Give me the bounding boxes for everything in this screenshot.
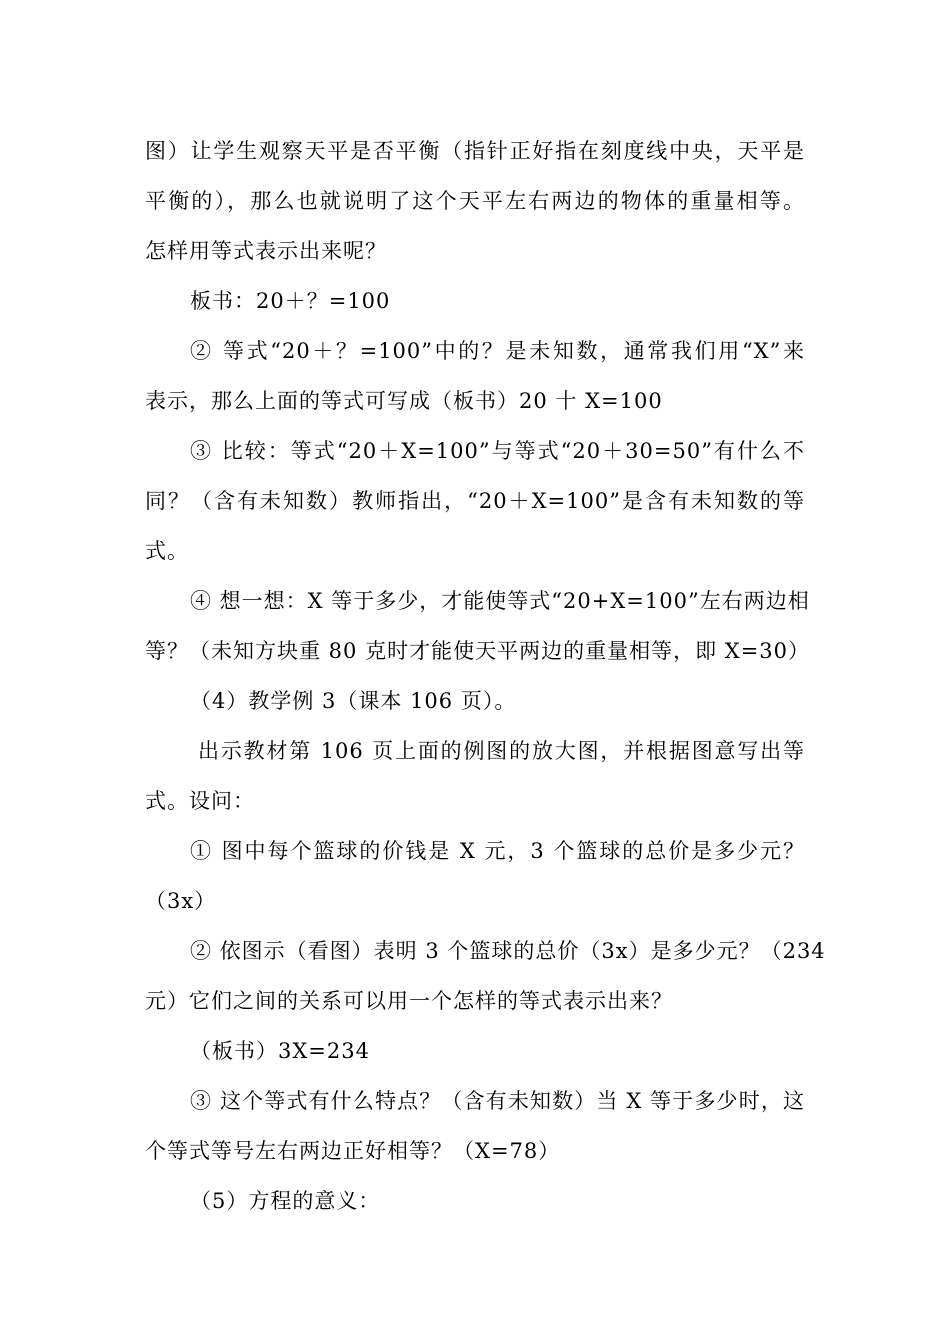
text-line: 出示教材第 106 页上面的例图的放大图，并根据图意写出等 xyxy=(198,739,805,763)
text-line: ③ 比较：等式“20＋X=100”与等式“20＋30=50”有什么不 xyxy=(190,439,805,463)
text-line: ④ 想一想：X 等于多少，才能使等式“20+X=100”左右两边相 xyxy=(190,589,810,613)
text-line: 表示，那么上面的等式可写成（板书）20 十 X=100 xyxy=(145,389,663,413)
text-line: （4）教学例 3（课本 106 页）。 xyxy=(190,689,517,713)
text-line: 平衡的），那么也就说明了这个天平左右两边的物体的重量相等。 xyxy=(145,189,805,213)
text-line: ② 依图示（看图）表明 3 个篮球的总价（3x）是多少元？（234 xyxy=(190,939,826,963)
text-line: 同？（含有未知数）教师指出，“20＋X=100”是含有未知数的等 xyxy=(145,489,805,513)
text-line: ③ 这个等式有什么特点？（含有未知数）当 X 等于多少时，这 xyxy=(190,1089,805,1113)
text-line: 图）让学生观察天平是否平衡（指针正好指在刻度线中央，天平是 xyxy=(145,139,805,163)
text-line: 元）它们之间的关系可以用一个怎样的等式表示出来？ xyxy=(145,989,673,1013)
text-line: 板书：20＋？=100 xyxy=(190,289,391,313)
text-line: （板书）3X=234 xyxy=(190,1039,370,1063)
text-line: （3x） xyxy=(145,889,217,913)
text-line: ① 图中每个篮球的价钱是 X 元，3 个篮球的总价是多少元？ xyxy=(190,839,805,863)
text-line: 式。 xyxy=(145,539,189,563)
text-line: （5）方程的意义： xyxy=(190,1189,381,1213)
text-line: 等？（未知方块重 80 克时才能使天平两边的重量相等，即 X=30） xyxy=(145,639,811,663)
text-line: 式。设问： xyxy=(145,789,255,813)
text-line: ② 等式“20＋？=100”中的？是未知数，通常我们用“X”来 xyxy=(190,339,805,363)
text-line: 个等式等号左右两边正好相等？（X=78） xyxy=(145,1139,561,1163)
text-line: 怎样用等式表示出来呢？ xyxy=(145,239,387,263)
